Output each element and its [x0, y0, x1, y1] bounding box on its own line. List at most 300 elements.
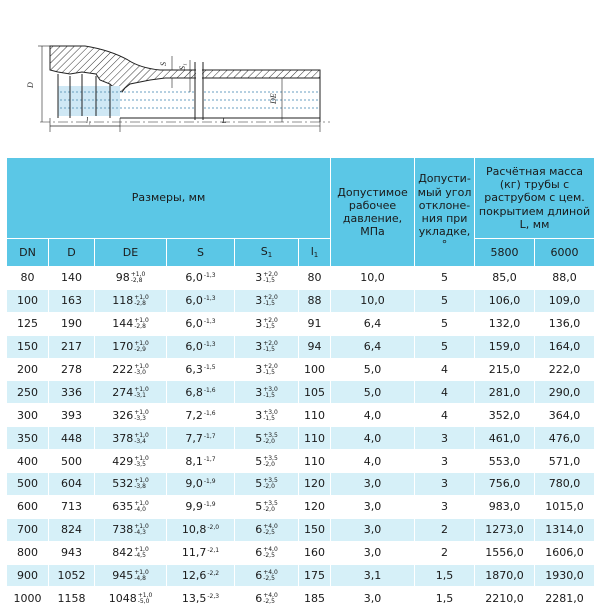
cell-s1-tol-lower: -2,0 [263, 483, 275, 491]
cell-s-value: 9,0 [185, 477, 203, 491]
cell-s [167, 587, 235, 610]
cell-de [95, 473, 167, 496]
cell-s1 [235, 381, 299, 404]
cell-s1-tol-upper: +2,0 [263, 317, 278, 325]
cell-s1 [235, 495, 299, 518]
cell-s1-value: 6 [255, 523, 263, 537]
label-DE: DE [269, 93, 278, 104]
cell-mass-5800: 461,0 [475, 427, 535, 450]
cell-pressure: 6,4 [331, 335, 415, 358]
cell-de [95, 404, 167, 427]
cell-s1-tol-lower: -2,5 [263, 529, 275, 537]
cell-de-tol-upper: +1,0 [134, 477, 149, 485]
cell-s1-tolerance [263, 318, 278, 330]
cell-s-value: 6,0 [185, 271, 203, 285]
cell-s1-tol-upper: +3,5 [263, 477, 278, 485]
cell-d: 604 [49, 473, 95, 496]
table-row [7, 450, 595, 473]
cell-de-tol-lower: -2,8 [134, 300, 146, 308]
cell-s [167, 541, 235, 564]
cell-mass-5800: 1273,0 [475, 518, 535, 541]
cell-l1: 120 [299, 473, 331, 496]
cell-de-value: 326 [112, 408, 134, 422]
cell-dn: 400 [7, 450, 49, 473]
cell-d: 190 [49, 312, 95, 335]
table-row [7, 404, 595, 427]
cell-mass-5800: 352,0 [475, 404, 535, 427]
cell-de-tol-lower: -4,5 [134, 552, 146, 560]
cell-de-tol-upper: +1,0 [134, 546, 149, 554]
header-mass-6000: 6000 [535, 239, 595, 267]
cell-s1 [235, 541, 299, 564]
cell-s1-tol-upper: +3,5 [263, 431, 278, 439]
cell-s-value: 6,0 [185, 340, 203, 354]
cell-s-value: 7,2 [185, 408, 203, 422]
cell-angle: 4 [415, 381, 475, 404]
cell-mass-6000: 222,0 [535, 358, 595, 381]
cell-de-value: 144 [112, 317, 134, 331]
cell-l1: 110 [299, 404, 331, 427]
cell-de-tolerance [134, 478, 149, 490]
cell-mass-6000: 164,0 [535, 335, 595, 358]
table-row [7, 473, 595, 496]
cell-pressure: 10,0 [331, 289, 415, 312]
cell-de [95, 289, 167, 312]
cell-mass-5800: 215,0 [475, 358, 535, 381]
cell-s1-value: 3 [255, 294, 263, 308]
cell-mass-5800: 106,0 [475, 289, 535, 312]
cell-de-tolerance [134, 570, 149, 582]
cell-de-tol-upper: +1,0 [134, 431, 149, 439]
table-row [7, 564, 595, 587]
cell-angle: 5 [415, 335, 475, 358]
cell-s1-tolerance [263, 295, 278, 307]
header-s1 [235, 239, 299, 267]
header-d: D [49, 239, 95, 267]
cell-de [95, 358, 167, 381]
cell-s1 [235, 404, 299, 427]
cell-s1 [235, 518, 299, 541]
cell-s1-tol-upper: +3,0 [263, 408, 278, 416]
table-row [7, 495, 595, 518]
pipe-section-drawing [0, 0, 600, 140]
header-de: DE [95, 239, 167, 267]
cell-mass-5800: 1556,0 [475, 541, 535, 564]
cell-de [95, 541, 167, 564]
cell-s1-tol-upper: +4,0 [263, 569, 278, 577]
cell-s1-value: 6 [255, 546, 263, 560]
cell-de-tol-lower: -4,0 [134, 506, 146, 514]
cell-s1-tolerance [263, 478, 278, 490]
cell-s [167, 450, 235, 473]
cell-s1-tol-upper: +4,0 [263, 546, 278, 554]
cell-s-value: 6,0 [185, 294, 203, 308]
cell-dn: 125 [7, 312, 49, 335]
cell-s [167, 518, 235, 541]
cell-s-tolerance: -2,2 [207, 570, 220, 578]
cell-de-tolerance [134, 433, 149, 445]
cell-s-tolerance: -2,3 [207, 592, 220, 600]
cell-de-tol-lower: -2,8 [134, 323, 146, 331]
header-dimensions: Размеры, мм [7, 158, 331, 239]
bore-highlight [58, 86, 120, 116]
cell-l1: 94 [299, 335, 331, 358]
cell-s [167, 358, 235, 381]
cell-l1: 105 [299, 381, 331, 404]
cell-de-tol-lower: -2,8 [130, 277, 143, 285]
cell-dn: 900 [7, 564, 49, 587]
cell-mass-5800: 2210,0 [475, 587, 535, 610]
cell-s-value: 6,0 [185, 317, 203, 331]
cell-s-tolerance: -1,7 [203, 432, 216, 440]
cell-l1: 80 [299, 267, 331, 290]
header-mass: Расчётная масса (кг) трубы с раструбом с цем. покрытием длиной L, мм [475, 158, 595, 239]
cell-de-tol-upper: +1,0 [134, 454, 149, 462]
cell-pressure: 5,0 [331, 381, 415, 404]
cell-mass-6000: 1015,0 [535, 495, 595, 518]
cell-l1: 185 [299, 587, 331, 610]
cell-de-value: 118 [112, 294, 134, 308]
cell-de-tolerance [134, 318, 149, 330]
cell-s1-tolerance [263, 433, 278, 445]
cell-de-value: 1048 [108, 591, 137, 605]
table-row [7, 587, 595, 610]
cell-s1-value: 3 [255, 408, 263, 422]
cell-s1-tol-lower: -1,5 [263, 300, 275, 308]
cell-s1-value: 3 [255, 317, 263, 331]
cell-de [95, 427, 167, 450]
cell-de-tolerance [134, 501, 149, 513]
cell-s-tolerance: -1,9 [203, 478, 216, 486]
cell-s1-value: 3 [255, 385, 263, 399]
cell-angle: 2 [415, 541, 475, 564]
cell-pressure: 3,0 [331, 587, 415, 610]
cell-s1-tolerance [263, 456, 278, 468]
cell-de-tol-upper: +1,0 [134, 408, 149, 416]
cell-de-tol-lower: -2,9 [134, 346, 146, 354]
cell-s1 [235, 267, 299, 290]
cell-s1-tol-upper: +4,0 [263, 523, 278, 531]
cell-d: 393 [49, 404, 95, 427]
cell-de-value: 378 [112, 431, 134, 445]
cell-de-value: 738 [112, 523, 134, 537]
header-s1-sub: 1 [267, 251, 273, 260]
cell-de-tolerance [134, 456, 149, 468]
cell-s1-tol-upper: +2,0 [263, 294, 278, 302]
cell-mass-5800: 281,0 [475, 381, 535, 404]
cell-s [167, 267, 235, 290]
cell-s1-tolerance [263, 387, 278, 399]
cell-de-value: 222 [112, 363, 134, 376]
cell-angle: 4 [415, 404, 475, 427]
cell-de-tol-upper: +1,0 [137, 591, 153, 599]
cell-s1-tolerance [263, 410, 278, 422]
cell-dn: 1000 [7, 587, 49, 610]
cell-s-value: 11,7 [181, 546, 207, 560]
cell-s1-tol-lower: -2,0 [263, 506, 275, 514]
header-mass-5800: 5800 [475, 239, 535, 267]
header-s: S [167, 239, 235, 267]
cell-de-tol-upper: +1,0 [134, 363, 149, 370]
cell-d: 217 [49, 335, 95, 358]
cell-pressure: 3,0 [331, 518, 415, 541]
cell-d: 943 [49, 541, 95, 564]
table-row [7, 541, 595, 564]
cell-de [95, 335, 167, 358]
cell-dn: 800 [7, 541, 49, 564]
cell-s1-tol-lower: -1,5 [263, 346, 275, 354]
cell-s1-tol-upper: +3,0 [263, 385, 278, 393]
cell-angle: 5 [415, 267, 475, 290]
cell-de-value: 98 [115, 271, 130, 285]
cell-dn: 600 [7, 495, 49, 518]
cell-pressure: 3,0 [331, 541, 415, 564]
table-row [7, 335, 595, 358]
cell-l1: 110 [299, 450, 331, 473]
cell-de-tol-lower: -5,0 [137, 597, 150, 605]
cell-de-tolerance [134, 364, 149, 376]
label-S1: S₁ [178, 63, 187, 70]
header-dn: DN [7, 239, 49, 267]
cell-de-tol-lower: -3,3 [134, 414, 146, 422]
cell-angle: 1,5 [415, 587, 475, 610]
cell-s1 [235, 587, 299, 610]
cell-d: 278 [49, 358, 95, 381]
cell-d: 163 [49, 289, 95, 312]
cell-de-tol-lower: -3,8 [134, 483, 146, 491]
cell-s-tolerance: -1,7 [203, 455, 216, 463]
cell-dn: 200 [7, 358, 49, 381]
table-row [7, 427, 595, 450]
cell-de-tol-upper: +1,0 [134, 523, 149, 531]
cell-l1: 150 [299, 518, 331, 541]
cell-de [95, 267, 167, 290]
cell-s1-tolerance [263, 547, 278, 559]
cell-mass-6000: 1930,0 [535, 564, 595, 587]
cell-d: 500 [49, 450, 95, 473]
cell-s1-tolerance [263, 341, 278, 353]
cell-s1-tolerance [263, 524, 278, 536]
cell-s-value: 12,6 [181, 569, 207, 583]
cell-s-value: 9,9 [185, 500, 203, 514]
cell-s1-tol-lower: -1,5 [263, 391, 275, 399]
cell-s1-value: 5 [255, 477, 263, 491]
cell-s1-tolerance [263, 364, 278, 376]
cell-angle: 5 [415, 289, 475, 312]
cell-s1-tol-lower: -2,5 [263, 597, 275, 605]
table-row [7, 267, 595, 290]
cell-s1 [235, 427, 299, 450]
cell-s1-tol-lower: -1,5 [263, 369, 275, 376]
cell-s-tolerance: -1,6 [203, 386, 216, 394]
cell-s1-tolerance [263, 570, 278, 582]
cell-s1-tol-upper: +3,5 [263, 454, 278, 462]
cell-s1 [235, 473, 299, 496]
cell-l1: 88 [299, 289, 331, 312]
cell-de-value: 532 [112, 477, 134, 491]
cell-de [95, 587, 167, 610]
cell-s1-tol-upper: +3,5 [263, 500, 278, 508]
cell-s1-value: 3 [255, 271, 263, 285]
table-row [7, 358, 595, 381]
cell-s-tolerance: -1,3 [203, 341, 216, 349]
table-body [7, 267, 595, 610]
cell-dn: 300 [7, 404, 49, 427]
cell-mass-6000: 2281,0 [535, 587, 595, 610]
cell-mass-5800: 132,0 [475, 312, 535, 335]
cell-s-value: 8,1 [185, 454, 203, 468]
cell-de-value: 274 [112, 385, 134, 399]
cell-mass-6000: 571,0 [535, 450, 595, 473]
table-row [7, 381, 595, 404]
cell-dn: 250 [7, 381, 49, 404]
cell-de-tol-upper: +1,0 [134, 500, 149, 508]
cell-s1-tol-lower: -2,0 [263, 460, 275, 468]
cell-de-tolerance [134, 295, 149, 307]
cell-dn: 150 [7, 335, 49, 358]
cell-d: 713 [49, 495, 95, 518]
cell-s-tolerance: -2,0 [207, 524, 220, 532]
label-D: D [26, 82, 35, 88]
cell-de-tol-upper: +1,0 [134, 294, 149, 302]
cell-de-tol-lower: -3,0 [134, 369, 146, 376]
table-row [7, 312, 595, 335]
cell-s [167, 495, 235, 518]
cell-s-tolerance: -1,3 [203, 318, 216, 326]
cell-mass-6000: 780,0 [535, 473, 595, 496]
cell-mass-6000: 88,0 [535, 267, 595, 290]
cell-pressure: 4,0 [331, 450, 415, 473]
cell-angle: 2 [415, 518, 475, 541]
cell-mass-5800: 553,0 [475, 450, 535, 473]
cell-s [167, 473, 235, 496]
cell-s-value: 7,7 [185, 431, 203, 445]
cell-s-value: 13,5 [181, 591, 207, 605]
cell-l1: 120 [299, 495, 331, 518]
cell-s1 [235, 335, 299, 358]
cell-angle: 3 [415, 450, 475, 473]
cell-de [95, 450, 167, 473]
cell-s-tolerance: -1,9 [203, 501, 216, 509]
cell-mass-5800: 159,0 [475, 335, 535, 358]
cell-s1-tolerance [263, 272, 278, 284]
cell-d: 448 [49, 427, 95, 450]
cell-de-value: 635 [112, 500, 134, 514]
cell-s1 [235, 312, 299, 335]
cell-d: 1158 [49, 587, 95, 610]
cell-de-tolerance [134, 524, 149, 536]
cell-mass-6000: 476,0 [535, 427, 595, 450]
cell-s-tolerance: -1,3 [203, 295, 216, 303]
cell-pressure: 6,4 [331, 312, 415, 335]
cell-s1 [235, 450, 299, 473]
cell-dn: 80 [7, 267, 49, 290]
cell-de [95, 564, 167, 587]
cell-s1-value: 5 [255, 431, 263, 445]
cell-de-value: 170 [112, 340, 134, 354]
header-pressure: Допустимое рабочее давление, МПа [331, 158, 415, 267]
cell-d: 1052 [49, 564, 95, 587]
cell-s-tolerance: -1,3 [203, 272, 216, 280]
cell-de-value: 429 [112, 454, 134, 468]
cell-s1-tol-upper: +2,0 [263, 363, 278, 370]
header-s1-main: S [260, 245, 268, 259]
cell-s1-tolerance [263, 593, 278, 605]
cell-s1-tol-upper: +2,0 [263, 271, 278, 279]
cell-s-tolerance: -2,1 [207, 547, 220, 555]
cell-s [167, 335, 235, 358]
cell-pressure: 3,0 [331, 473, 415, 496]
cell-de [95, 495, 167, 518]
cell-s1 [235, 564, 299, 587]
cell-l1: 100 [299, 358, 331, 381]
cell-angle: 3 [415, 427, 475, 450]
cell-de-tolerance [134, 387, 149, 399]
cell-l1: 110 [299, 427, 331, 450]
cell-mass-6000: 136,0 [535, 312, 595, 335]
cell-de-value: 842 [112, 546, 134, 560]
cell-dn: 100 [7, 289, 49, 312]
cell-de-tol-upper: +1,0 [130, 271, 146, 279]
cell-angle: 3 [415, 495, 475, 518]
cell-s1-tol-lower: -2,0 [263, 437, 275, 445]
cell-de-tolerance [131, 272, 146, 284]
cell-s [167, 381, 235, 404]
cell-mass-6000: 364,0 [535, 404, 595, 427]
cell-angle: 1,5 [415, 564, 475, 587]
cell-s1-value: 3 [255, 340, 263, 354]
cell-l1: 175 [299, 564, 331, 587]
cell-mass-5800: 85,0 [475, 267, 535, 290]
cell-de-tol-upper: +1,0 [134, 340, 149, 348]
cell-de-tol-lower: -3,1 [134, 391, 146, 399]
cell-dn: 350 [7, 427, 49, 450]
cell-s1-tol-lower: -2,5 [263, 575, 275, 583]
cell-s [167, 427, 235, 450]
cell-de-tol-lower: -4,8 [134, 575, 146, 583]
cell-mass-5800: 756,0 [475, 473, 535, 496]
cell-s1-tol-upper: +2,0 [263, 340, 278, 348]
cell-d: 140 [49, 267, 95, 290]
cell-dn: 700 [7, 518, 49, 541]
cell-mass-5800: 1870,0 [475, 564, 535, 587]
cell-l1: 160 [299, 541, 331, 564]
cell-s [167, 564, 235, 587]
cell-angle: 3 [415, 473, 475, 496]
cell-s-value: 10,8 [181, 523, 207, 537]
cell-de-tolerance [134, 547, 149, 559]
cell-de-tol-upper: +1,0 [134, 385, 149, 393]
cell-s1-tol-lower: -1,5 [263, 414, 275, 422]
cell-de-tol-upper: +1,0 [134, 317, 149, 325]
cell-angle: 4 [415, 358, 475, 381]
cell-s1-value: 3 [255, 363, 263, 376]
cell-s1-tolerance [263, 501, 278, 513]
cell-l1: 91 [299, 312, 331, 335]
cell-s1 [235, 358, 299, 381]
cell-s [167, 404, 235, 427]
header-l1-sub: 1 [313, 251, 319, 260]
cell-mass-6000: 1314,0 [535, 518, 595, 541]
header-angle: Допусти-мый угол отклоне-ния при укладке, ° [415, 158, 475, 267]
cell-s-tolerance: -1,5 [203, 364, 216, 371]
cell-s-tolerance: -1,6 [203, 409, 216, 417]
pipe-spec-table [6, 157, 595, 610]
cell-s1-tol-lower: -1,5 [263, 323, 275, 331]
cell-s-value: 6,3 [185, 363, 203, 376]
cell-pressure: 3,1 [331, 564, 415, 587]
cell-mass-6000: 1606,0 [535, 541, 595, 564]
